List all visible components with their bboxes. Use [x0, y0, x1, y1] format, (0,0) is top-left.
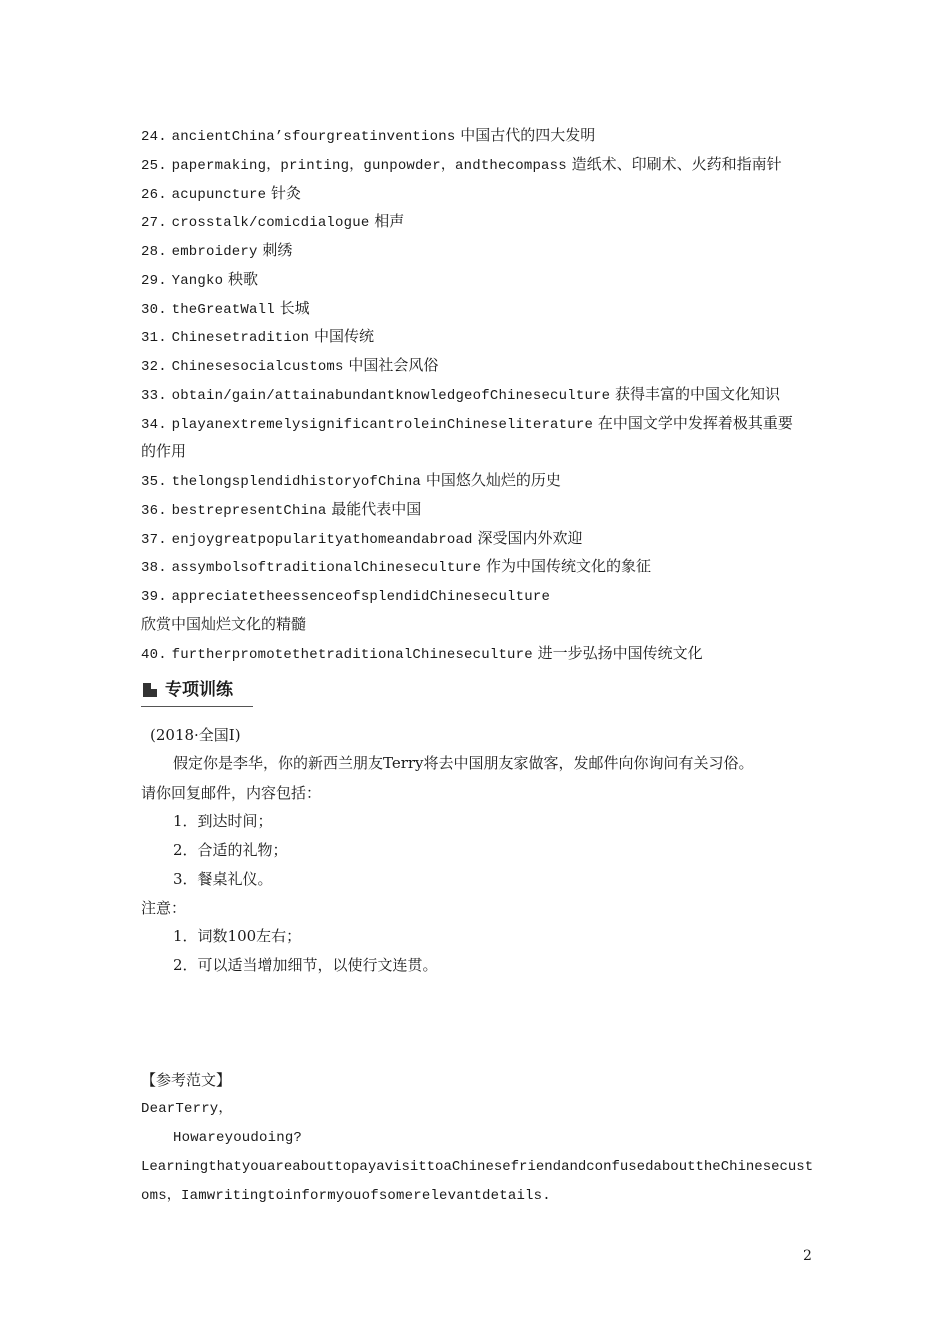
vocab-item-32: 32. Chinesesocialcustoms 中国社会风俗	[141, 356, 439, 375]
vocab-item-36: 36. bestrepresentChina 最能代表中国	[141, 500, 422, 519]
sample-label: 【参考范文】	[141, 1071, 232, 1089]
square-bullet-icon	[143, 683, 157, 697]
vocab-item-31: 31. Chinesetradition 中国传统	[141, 327, 375, 346]
vocab-item-34: 34. playanextremelysignificantroleinChineseliterature 在中国文学中发挥着极其重要	[141, 414, 793, 433]
vocab-item-35: 35. thelongsplendidhistoryofChina 中国悠久灿烂的历史	[141, 471, 561, 490]
vocab-item-39-continuation: 欣赏中国灿烂文化的精髓	[141, 615, 307, 633]
vocab-item-40: 40. furtherpromotethetraditionalChineseculture 进一步弘扬中国传统文化	[141, 644, 703, 663]
sample-line-3: oms，Iamwritingtoinformyouofsomerelevantdetails.	[141, 1188, 551, 1204]
task-source: (2018·全国Ⅰ)	[150, 726, 241, 744]
sample-greeting: DearTerry，	[141, 1101, 233, 1117]
vocab-item-25: 25. papermaking，printing，gunpowder，andthecompass 造纸术、印刷术、火药和指南针	[141, 155, 782, 174]
page-number: 2	[803, 1248, 812, 1264]
vocab-item-33: 33. obtain/gain/attainabundantknowledgeofChineseculture 获得丰富的中国文化知识	[141, 385, 781, 404]
vocab-item-27: 27. crosstalk/comicdialogue 相声	[141, 212, 405, 231]
vocab-item-39: 39. appreciatetheessenceofsplendidChineseculture	[141, 589, 551, 605]
vocab-item-34-continuation: 的作用	[141, 442, 187, 460]
note-2: 2．可以适当增加细节，以使行文连贯。	[173, 956, 438, 974]
vocab-item-37: 37. enjoygreatpopularityathomeandabroad 深受国内外欢迎	[141, 529, 583, 548]
sample-line-1: Howareyoudoing?	[173, 1130, 303, 1146]
task-prompt-line-1: 假定你是李华，你的新西兰朋友Terry将去中国朋友家做客，发邮件向你询问有关习俗。	[173, 754, 754, 772]
task-point-3: 3．餐桌礼仪。	[173, 870, 273, 888]
vocab-item-30: 30. theGreatWall 长城	[141, 299, 310, 318]
notes-label: 注意：	[141, 899, 187, 917]
task-point-1: 1．到达时间；	[173, 812, 273, 830]
vocab-item-26: 26. acupuncture 针灸	[141, 184, 302, 203]
task-point-2: 2．合适的礼物；	[173, 841, 288, 859]
note-1: 1．词数100左右；	[173, 927, 302, 945]
vocab-item-38: 38. assymbolsoftraditionalChineseculture 作为中国传统文化的象征	[141, 557, 652, 576]
section-header	[141, 676, 253, 707]
sample-line-2: LearningthatyouareabouttopayavisittoaChinesefriendandconfusedabouttheChinesecust	[141, 1159, 814, 1175]
task-prompt-line-2: 请你回复邮件，内容包括：	[141, 784, 322, 802]
section-title: 专项训练	[165, 680, 233, 700]
vocab-item-29: 29. Yangko 秧歌	[141, 270, 258, 289]
vocab-item-24: 24. ancientChina’sfourgreatinventions 中国古代的四大发明	[141, 126, 596, 145]
vocab-item-28: 28. embroidery 刺绣	[141, 241, 293, 260]
